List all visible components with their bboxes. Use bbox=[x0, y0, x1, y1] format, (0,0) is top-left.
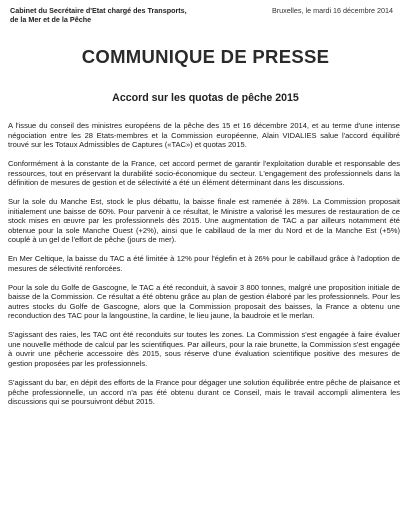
paragraph-gascogne: Pour la sole du Golfe de Gascogne, le TAC a été reconduit, à savoir 3 800 tonnes, malgré une proposition initiale de baisse de la Commission. Ce résultat a été obtenu grâce au plan de gestion élaboré par les professionnels. Pour les autres stocks du Golfe de Gascogne, alors que la Commission proposait des baisses, la France a obtenu une reconduction des TAC pour la langoustine, la cardine, le lieu jaune, la baudroie et le merlan. bbox=[8, 282, 400, 321]
page-subtitle: Accord sur les quotas de pêche 2015 bbox=[112, 92, 299, 104]
body-text bbox=[8, 121, 400, 416]
paragraph-celtic-sea: En Mer Celtique, la baisse du TAC a été limitée à 12% pour l'églefin et à 26% pour le cabillaud grâce à l'adoption de mesures de sélectivité renforcées. bbox=[8, 254, 400, 273]
sender-line-2: de la Mer et de la Pêche bbox=[10, 15, 92, 24]
paragraph-bass: S'agissant du bar, en dépit des efforts de la France pour dégager une solution équilibrée entre pêche de plaisance et pêche professionnelle, un accord n'a pas été obtenu durant ce Conseil, mais le travail accompli alimentera les discussions qui se poursuivront début 2015. bbox=[8, 378, 400, 407]
paragraph-intro: A l'issue du conseil des ministres européens de la pêche des 15 et 16 décembre 2014, et au terme d'une intense négociation entre les 28 Etats-membres et la Commission européenne, Alain VIDALIES salue l'accord équilibré trouvé sur les Totaux Admissibles de Captures («TAC») et quotas 2015. bbox=[8, 121, 400, 149]
paragraph-policy: Conformément à la constante de la France, cet accord permet de garantir l'exploitation durable et responsable des ressources, tout en préservant la durabilité socio-économique du secteur. L'engagement des professionnels dans la définition de mesures de gestion et de sélectivité a été un élément déterminant dans les discussions. bbox=[8, 159, 400, 188]
paragraph-manche: Sur la sole du Manche Est, stock le plus débattu, la baisse finale est ramenée à 28%. La Commission proposait initialement une baisse de 60%. Pour parvenir à ce résultat, le Ministre a valorisé les mesures de restauration de ce stock mises en œuvre par les professionnels dès 2015. Une augmentation de TAC a par ailleurs notamment été obtenue pour la sole Manche Ouest (+2%), ainsi que le cabillaud de la mer du Nord et de la Manche Est (+5%) couplé à un gel de l'effort de pêche (jours de mer). bbox=[8, 197, 400, 245]
dateline: Bruxelles, le mardi 16 décembre 2014 bbox=[271, 6, 393, 15]
paragraph-rays: S'agissant des raies, les TAC ont été reconduits sur toutes les zones. La Commission s'est engagée à faire évaluer une nouvelle méthode de calcul par les scientifiques. Par ailleurs, pour la raie brunette, la Commission s'est engagée à ouvrir une pêcherie accessoire dès 2015, sous réserve d'une évaluation scientifique positive des mesures de gestion proposées par les professionnels. bbox=[8, 330, 400, 368]
sender-line-1: Cabinet du Secrétaire d'Etat chargé des Transports, bbox=[10, 6, 187, 15]
page-title: COMMUNIQUE DE PRESSE bbox=[81, 46, 330, 67]
sender-block bbox=[10, 6, 187, 24]
